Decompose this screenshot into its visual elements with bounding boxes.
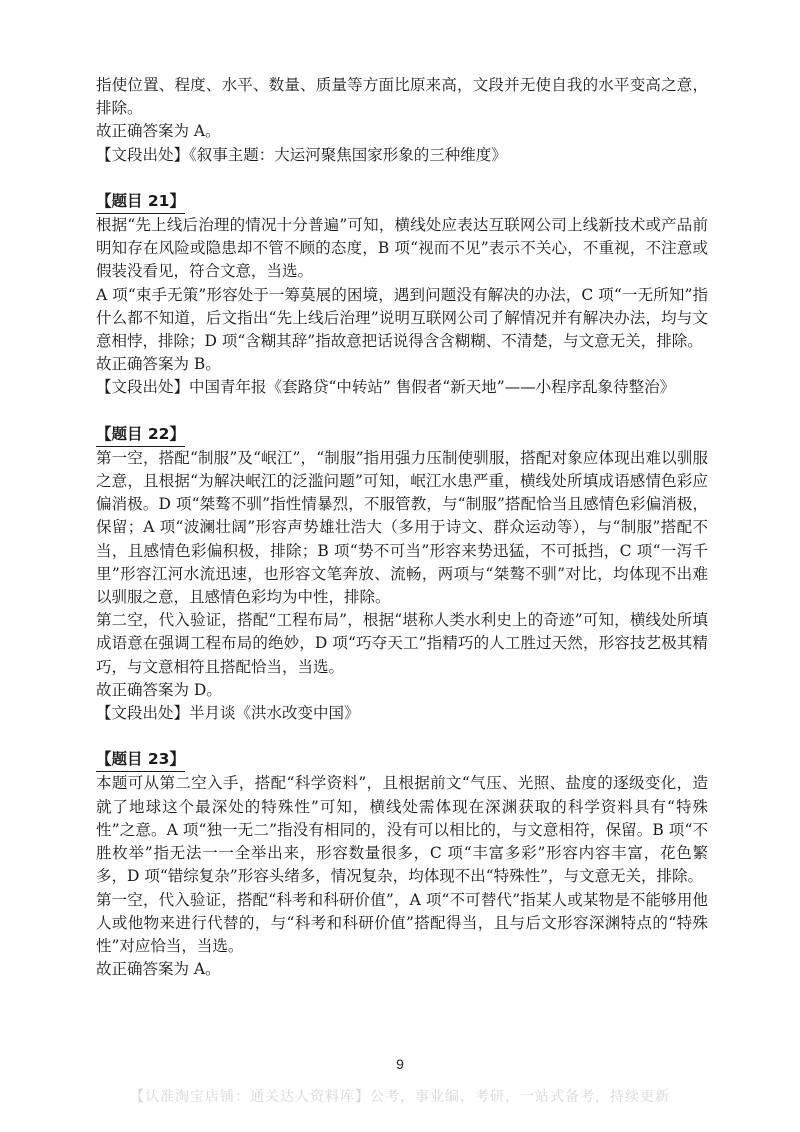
question-22-answer: 故正确答案为 D。 xyxy=(96,680,222,699)
intro-source: 【文段出处】《叙事主题：大运河聚焦国家形象的三种维度》 xyxy=(96,145,507,164)
footer-watermark: 【认准淘宝店铺：通关达人资料库】公考，事业编，考研，一站式备考，持续更新 xyxy=(130,1089,670,1105)
question-21-paragraph: A 项“束手无策”形容处于一筹莫展的困境，遇到问题没有解决的办法，C 项“一无所知”指什么都不知道，后文指出“先上线后治理”说明互联网公司了解情况并有解决办法，均与文意相悖，排除；D 项“含糊其辞”指故意把话说得含含糊糊、不清楚，与文意无关，排除。 xyxy=(96,285,708,351)
question-22-heading: 【题目 22】 xyxy=(96,423,185,447)
question-21-source: 【文段出处】中国青年报《套路贷“中转站” 售假者“新天地”——小程序乱象待整治》 xyxy=(96,378,676,397)
question-22-paragraph: 第一空，搭配“制服”及“岷江”，“制服”指用强力压制使驯服，搭配对象应体现出难以驯服之意，且根据“为解决岷江的泛滥问题”可知，岷江水患严重，横线处所填成语感情色彩应偏消极。D 项“桀骜不驯”指性情暴烈，不服管教，与“制服”搭配恰当且感情色彩偏消极，保留；A 项“波澜壮阔”形容声势雄壮浩大（多用于诗文、群众运动等），与“制服”搭配不当，且感情色彩偏积极，排除；B 项“势不可当”形容来势迅猛，不可抵挡，C 项“一泻千里”形容江河水流迅速，也形容文笔奔放、流畅，两项与“桀骜不驯”对比，均体现不出难以驯服之意，且感情色彩均为中性，排除。 xyxy=(96,448,708,607)
question-22-source: 【文段出处】半月谈《洪水改变中国》 xyxy=(96,704,360,723)
question-23-paragraph: 第一空，代入验证，搭配“科考和科研价值”，A 项“不可替代”指某人或某物是不能够用他人或他物来进行代替的，与“科考和科研价值”搭配得当，且与后文形容深渊特点的“特殊性”对应恰当，当选。 xyxy=(96,890,708,955)
question-23-paragraph: 本题可从第二空入手，搭配“科学资料”，且根据前文“气压、光照、盐度的逐级变化，造就了地球这个最深处的特殊性”可知，横线处需体现在深渊获取的科学资料具有“特殊性”之意。A 项“独一无二”指没有相同的，没有可以相比的，与文意相符，保留。B 项“不胜枚举”指无法一一全举出来，形容数量很多，C 项“丰富多彩”形容内容丰富，花色繁多，D 项“错综复杂”形容头绪多，情况复杂，均体现不出“特殊性”，与文意无关，排除。 xyxy=(96,774,708,886)
intro-paragraph: 指使位置、程度、水平、数量、质量等方面比原来高，文段并无使自我的水平变高之意，排除。 xyxy=(96,76,708,118)
question-21-heading: 【题目 21】 xyxy=(96,190,185,214)
question-22-section xyxy=(96,423,708,726)
question-23-heading: 【题目 23】 xyxy=(96,748,185,772)
question-22-paragraph: 第二空，代入验证，搭配“工程布局”，根据“堪称人类水利史上的奇迹”可知，横线处所填成语意在强调工程布局的绝妙，D 项“巧夺天工”指精巧的人工胜过天然，形容技艺极其精巧，与文意相符且搭配恰当，当选。 xyxy=(96,611,708,676)
page-number: 9 xyxy=(396,1056,404,1072)
document-body xyxy=(96,74,708,981)
intro-answer: 故正确答案为 A。 xyxy=(96,122,221,141)
question-21-section xyxy=(96,190,708,400)
intro-block xyxy=(96,74,708,167)
question-23-answer: 故正确答案为 A。 xyxy=(96,960,221,979)
question-21-answer: 故正确答案为 B。 xyxy=(96,355,221,374)
question-21-paragraph: 根据“先上线后治理的情况十分普遍”可知，横线处应表达互联网公司上线新技术或产品前明知存在风险或隐患却不管不顾的态度，B 项“视而不见”表示不关心，不重视，不注意或假装没看见，符合文意，当选。 xyxy=(96,216,708,281)
question-23-section xyxy=(96,748,708,981)
